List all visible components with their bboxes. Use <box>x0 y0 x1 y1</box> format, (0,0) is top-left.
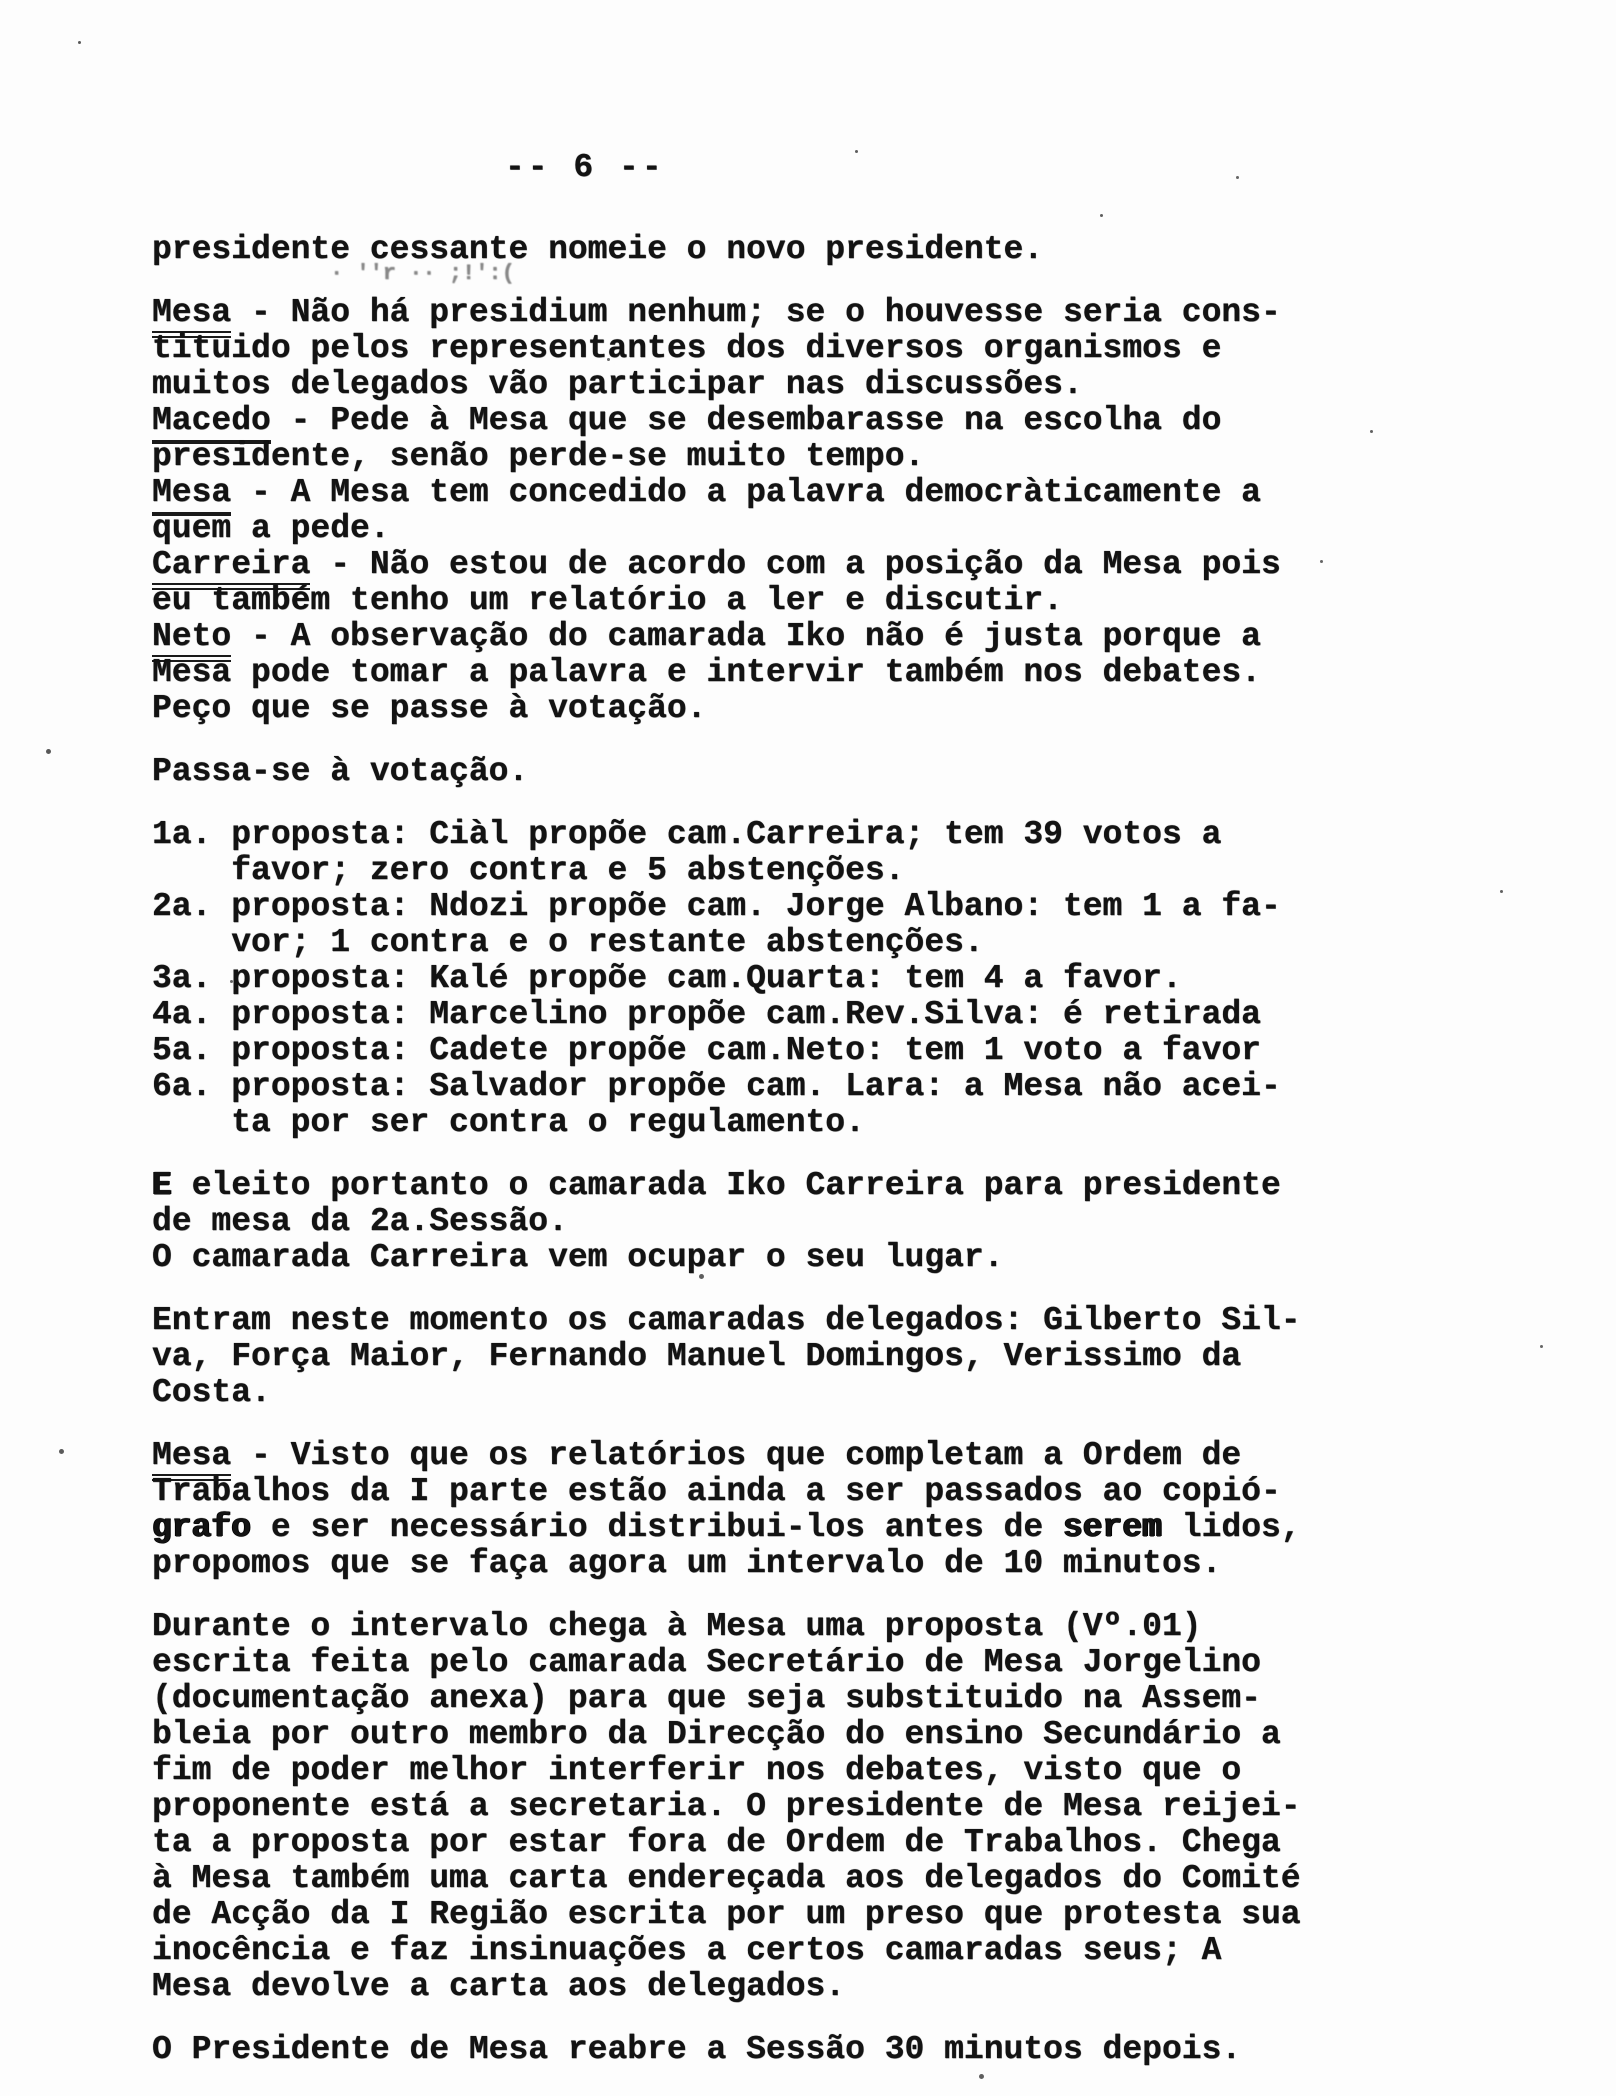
paragraph-gap <box>152 727 1301 754</box>
text-segment: muitos delegados vão participar nas discussões. <box>152 366 1083 403</box>
text-segment: 5a. proposta: Cadete propõe cam.Neto: tem 1 voto a favor <box>152 1032 1261 1069</box>
underlined-speaker-name: Mesa <box>152 294 231 338</box>
text-segment: eu também tenho um relatório a ler e discutir. <box>152 582 1063 619</box>
text-segment: - A observação do camarada Iko não é justa porque a <box>231 618 1261 655</box>
text-line <box>152 817 1301 853</box>
text-line <box>152 1969 1301 2005</box>
text-segment: 1a. proposta: Ciàl propõe cam.Carreira; tem 39 votos a <box>152 816 1222 853</box>
text-segment: - Visto que os relatórios que completam a Ordem de <box>231 1437 1242 1474</box>
text-segment: - A Mesa tem concedido a palavra democràticamente a <box>231 474 1261 511</box>
text-segment: 4a. proposta: Marcelino propõe cam.Rev.Silva: é retirada <box>152 996 1261 1033</box>
text-segment: - Pede à Mesa que se desembarasse na escolha do <box>270 402 1222 439</box>
text-segment: escrita feita pelo camarada Secretário de Mesa Jorgelino <box>152 1644 1261 1681</box>
text-segment: favor; zero contra e 5 abstenções. <box>152 852 905 889</box>
text-line <box>152 511 1301 547</box>
text-line <box>152 403 1301 439</box>
text-segment: inocência e faz insinuações a certos camaradas seus; A <box>152 1932 1222 1969</box>
text-line <box>152 1825 1301 1861</box>
text-line <box>152 889 1301 925</box>
text-segment: va, Força Maior, Fernando Manuel Domingos, Verissimo da <box>152 1338 1242 1375</box>
text-line <box>152 547 1301 583</box>
text-line <box>152 961 1301 997</box>
text-line <box>152 754 1301 790</box>
underlined-speaker-name: Carreira <box>152 546 310 590</box>
text-line <box>152 853 1301 889</box>
text-segment: Mesa pode tomar a palavra e intervir também nos debates. <box>152 654 1261 691</box>
text-line <box>152 1168 1301 1204</box>
text-line <box>152 1303 1301 1339</box>
text-line <box>152 367 1301 403</box>
underlined-speaker-name: Mesa <box>152 474 231 516</box>
text-segment: 3a. proposta: Kalé propõe cam.Quarta: tem 4 a favor. <box>152 960 1182 997</box>
text-line <box>152 691 1301 727</box>
text-line <box>152 1438 1301 1474</box>
text-segment: Passa-se à votação. <box>152 753 529 790</box>
text-segment: presidente cessante nomeie o novo presidente. <box>152 231 1044 268</box>
text-line <box>152 232 1301 268</box>
text-segment: 6a. proposta: Salvador propõe cam. Lara: a Mesa não acei- <box>152 1068 1281 1105</box>
text-segment: - Não há presidium nenhum; se o houvesse seria cons- <box>231 294 1281 331</box>
text-line <box>152 619 1301 655</box>
scan-speckles <box>0 0 3 3</box>
text-segment: Entram neste momento os camaradas delegados: Gilberto Sil- <box>152 1302 1301 1339</box>
text-segment: (documentação anexa) para que seja substituido na Assem- <box>152 1680 1261 1717</box>
ink-smudge: · ''r ·· ;!':( <box>330 261 515 286</box>
text-segment: tituido pelos representantes dos diversos organismos e <box>152 330 1222 367</box>
text-line <box>152 1069 1301 1105</box>
text-segment: proponente está a secretaria. O presidente de Mesa reijei- <box>152 1788 1301 1825</box>
text-line <box>152 997 1301 1033</box>
text-line <box>152 331 1301 367</box>
text-segment: vor; 1 contra e o restante abstenções. <box>152 924 984 961</box>
text-line <box>152 1105 1301 1141</box>
text-segment: lidos, <box>1162 1509 1301 1546</box>
paragraph-gap <box>152 268 1301 295</box>
text-line <box>152 475 1301 511</box>
text-segment: fim de poder melhor interferir nos debates, visto que o <box>152 1752 1242 1789</box>
text-line <box>152 1474 1301 1510</box>
text-segment: de mesa da 2a.Sessão. <box>152 1203 568 1240</box>
text-line <box>152 1033 1301 1069</box>
text-line <box>152 1933 1301 1969</box>
text-line <box>152 1753 1301 1789</box>
text-segment: ta por ser contra o regulamento. <box>152 1104 865 1141</box>
text-segment: Trabalhos da I parte estão ainda a ser passados ao copió- <box>152 1473 1281 1510</box>
paragraph-gap <box>152 1582 1301 1609</box>
text-segment: Costa. <box>152 1374 271 1411</box>
text-line <box>152 1375 1301 1411</box>
text-line <box>152 583 1301 619</box>
text-line <box>152 439 1301 475</box>
text-line <box>152 1717 1301 1753</box>
paragraph-gap <box>152 1141 1301 1168</box>
paragraph-gap <box>152 1276 1301 1303</box>
text-segment: Durante o intervalo chega à Mesa uma proposta (Vº.01) <box>152 1608 1202 1645</box>
text-line <box>152 1339 1301 1375</box>
text-segment: bleia por outro membro da Direcção do ensino Secundário a <box>152 1716 1281 1753</box>
text-line <box>152 1510 1301 1546</box>
text-line <box>152 1240 1301 1276</box>
text-line <box>152 1645 1301 1681</box>
text-line <box>152 925 1301 961</box>
text-line <box>152 1897 1301 1933</box>
underlined-speaker-name: Neto <box>152 618 231 662</box>
text-segment: quem a pede. <box>152 510 390 547</box>
text-segment: O Presidente de Mesa reabre a Sessão 30 minutos depois. <box>152 2031 1242 2068</box>
document-lines <box>152 232 1301 2068</box>
text-line <box>152 1204 1301 1240</box>
text-segment: de Acção da I Região escrita por um preso que protesta sua <box>152 1896 1301 1933</box>
paragraph-gap <box>152 2005 1301 2032</box>
text-segment: à Mesa também uma carta endereçada aos delegados do Comité <box>152 1860 1301 1897</box>
paragraph-gap <box>152 790 1301 817</box>
text-segment: eleito portanto o camarada Iko Carreira para presidente <box>171 1167 1281 1204</box>
text-line <box>152 295 1301 331</box>
text-line <box>152 1789 1301 1825</box>
text-segment: ta a proposta por estar fora de Ordem de Trabalhos. Chega <box>152 1824 1281 1861</box>
text-segment: Peço que se passe à votação. <box>152 690 707 727</box>
paragraph-gap <box>152 1411 1301 1438</box>
text-segment: presidente, senão perde-se muito tempo. <box>152 438 925 475</box>
text-segment: serem <box>1062 1509 1162 1546</box>
text-line <box>152 2032 1301 2068</box>
page-number: -- 6 -- <box>505 149 665 186</box>
text-line <box>152 655 1301 691</box>
text-segment: propomos que se faça agora um intervalo de 10 minutos. <box>152 1545 1222 1582</box>
underlined-speaker-name: Macedo <box>152 402 271 444</box>
text-segment: grafo <box>152 1509 252 1546</box>
text-line <box>152 1861 1301 1897</box>
text-segment: 2a. proposta: Ndozi propõe cam. Jorge Albano: tem 1 a fa- <box>152 888 1281 925</box>
text-segment: e ser necessário distribui-los antes de <box>251 1509 1063 1546</box>
text-segment: E <box>152 1167 172 1204</box>
text-segment: O camarada Carreira vem ocupar o seu lugar. <box>152 1239 1004 1276</box>
text-line <box>152 1609 1301 1645</box>
text-line <box>152 1546 1301 1582</box>
underlined-speaker-name: Mesa <box>152 1437 231 1481</box>
text-segment: - Não estou de acordo com a posição da Mesa pois <box>310 546 1281 583</box>
text-segment: Mesa devolve a carta aos delegados. <box>152 1968 846 2005</box>
text-line <box>152 1681 1301 1717</box>
